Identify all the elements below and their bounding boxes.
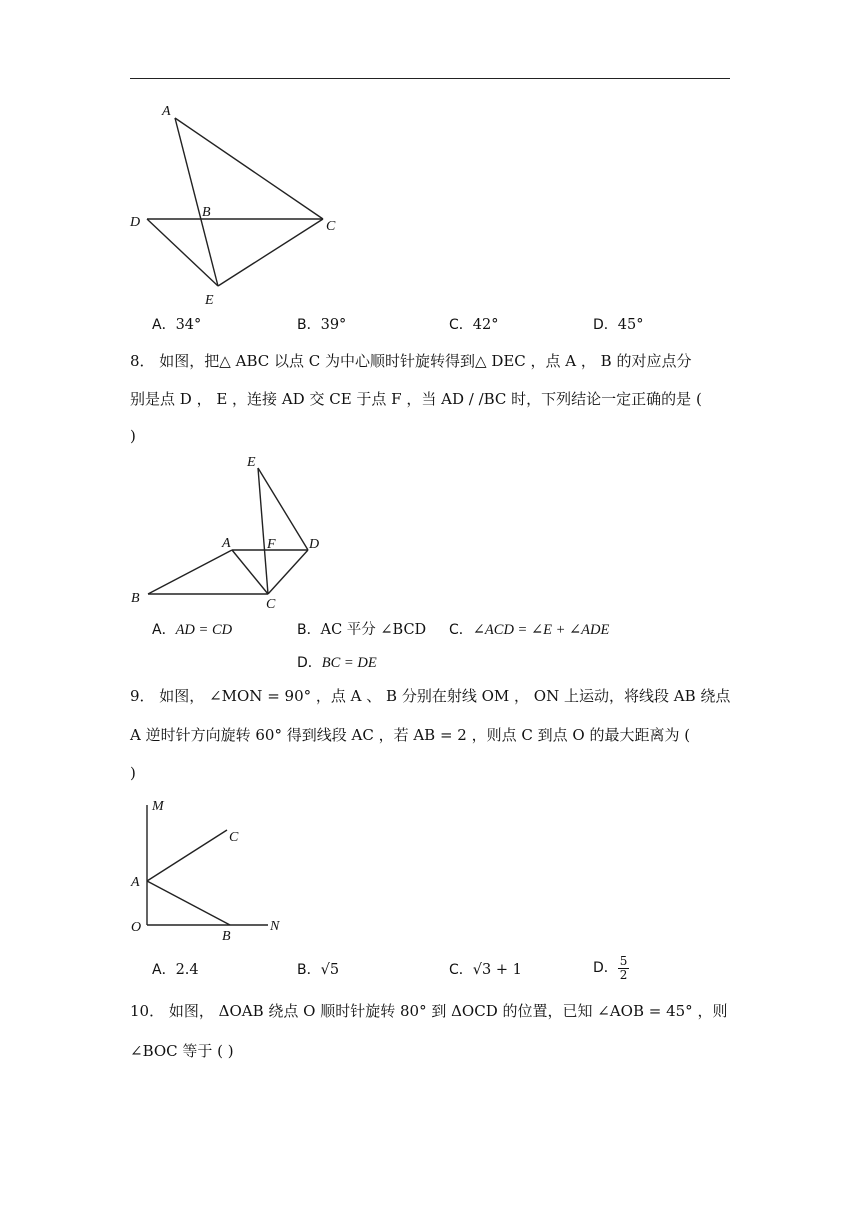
label-f: F bbox=[267, 537, 276, 552]
figure-q9 bbox=[120, 795, 300, 945]
q8-option-a: A．AD = CD bbox=[152, 622, 233, 638]
label-c: C bbox=[266, 597, 276, 612]
segment-dc bbox=[268, 550, 308, 594]
q10-line-2: ∠BOC 等于 ( ) bbox=[130, 1042, 234, 1060]
label-d: D bbox=[309, 537, 320, 552]
label-c: C bbox=[229, 830, 239, 845]
q9-option-b: B．√5 bbox=[297, 962, 340, 978]
q7-option-d: D．45° bbox=[593, 317, 644, 333]
header-rule bbox=[130, 78, 730, 79]
segment-ec bbox=[218, 219, 323, 286]
label-a: A bbox=[131, 875, 140, 890]
segment-ab bbox=[147, 881, 230, 925]
segment-ac bbox=[147, 830, 227, 881]
segment-ed bbox=[258, 468, 308, 550]
label-b: B bbox=[222, 929, 231, 944]
q8-option-b: B．AC 平分 ∠BCD bbox=[297, 622, 427, 638]
label-n: N bbox=[270, 919, 280, 934]
q7-option-b: B．39° bbox=[297, 317, 347, 333]
segment-ec bbox=[258, 468, 268, 594]
q9-option-c: C．√3 + 1 bbox=[449, 962, 522, 978]
label-c: C bbox=[326, 219, 336, 234]
label-d: D bbox=[130, 215, 141, 230]
label-m: M bbox=[152, 799, 164, 814]
figure-q7 bbox=[120, 95, 350, 310]
q8-line-2: 别是点 D ， E ，连接 AD 交 CE 于点 F ，当 AD / /BC 时，下列结论一定正确的是 ( bbox=[130, 390, 702, 408]
q7-option-c: C．42° bbox=[449, 317, 499, 333]
q8-line-3: ) bbox=[130, 427, 136, 445]
q9-option-d: D． $\frac{5}{2}$ bbox=[593, 954, 628, 982]
q8-option-c: C．∠ACD = ∠E + ∠ADE bbox=[449, 622, 610, 638]
label-e: E bbox=[205, 293, 214, 308]
label-b: B bbox=[131, 591, 140, 606]
q8-option-d: D．BC = DE bbox=[297, 655, 377, 671]
q8-line-1: 8． 如图，把△ ABC 以点 C 为中心顺时针旋转得到△ DEC ，点 A ， B 的对应点分 bbox=[130, 352, 692, 370]
segment-ac bbox=[232, 550, 268, 594]
q9-option-a: A．2.4 bbox=[152, 962, 199, 978]
fraction-five-halves: $\frac{5}{2}$ bbox=[619, 954, 628, 982]
label-a: A bbox=[162, 104, 171, 119]
label-b: B bbox=[202, 205, 211, 220]
q9-line-1: 9． 如图， ∠MON = 90° ，点 A 、 B 分别在射线 OM ， ON 上运动，将线段 AB 绕点 bbox=[130, 687, 731, 705]
label-e: E bbox=[247, 455, 256, 470]
q9-line-2: A 逆时针方向旋转 60° 得到线段 AC ，若 AB = 2 ，则点 C 到点 O 的最大距离为 ( bbox=[130, 726, 691, 744]
q10-line-1: 10． 如图， ΔOAB 绕点 O 顺时针旋转 80° 到 ΔOCD 的位置，已知 ∠AOB = 45° ，则 bbox=[130, 1002, 728, 1020]
figure-q8 bbox=[120, 448, 340, 618]
q9-line-3: ) bbox=[130, 764, 136, 782]
q7-option-a: A．34° bbox=[152, 317, 202, 333]
segment-de bbox=[147, 219, 218, 286]
segment-ba bbox=[148, 550, 232, 594]
label-a: A bbox=[222, 536, 231, 551]
label-o: O bbox=[131, 920, 142, 935]
